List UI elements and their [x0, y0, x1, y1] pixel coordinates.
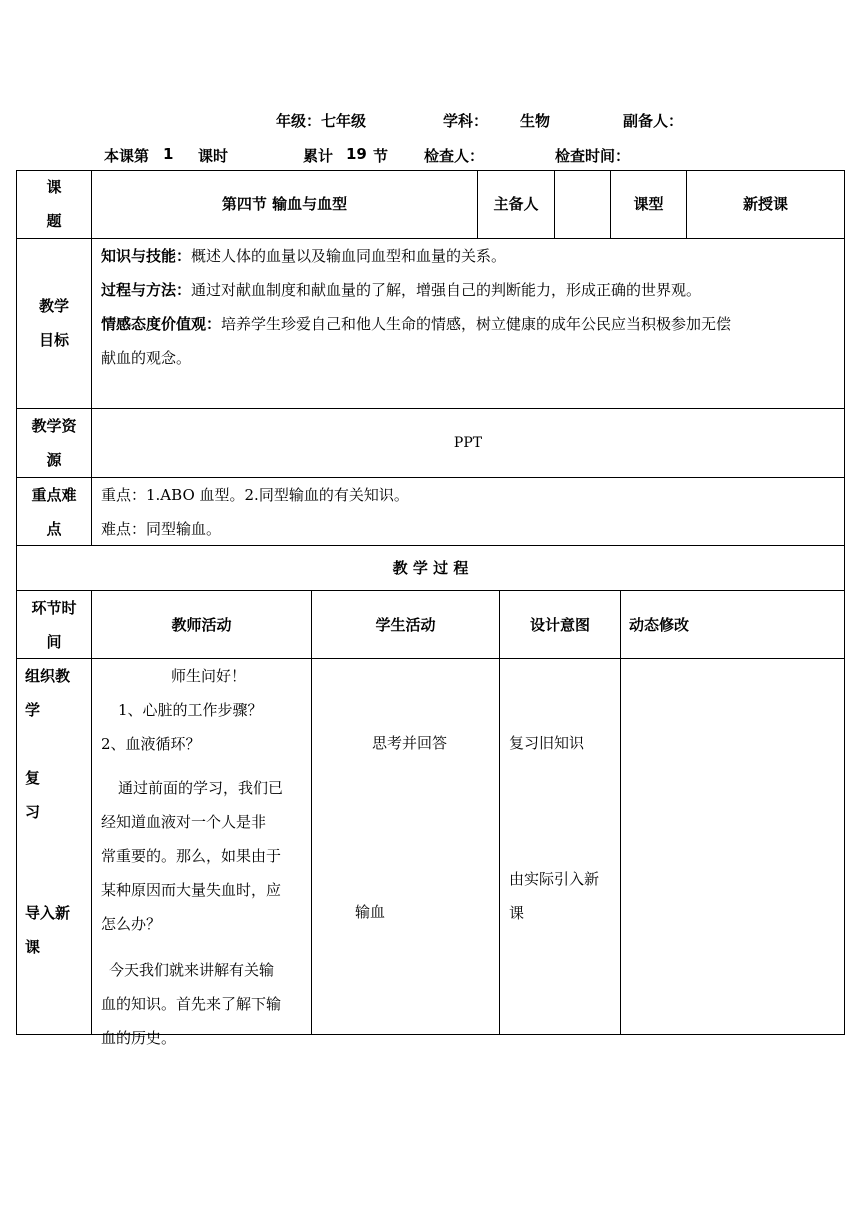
subject-value: 生物	[520, 112, 551, 130]
period-label: 课时	[198, 147, 229, 165]
check-time-label: 检查时间：	[555, 147, 631, 165]
cumulative-label: 累计	[303, 147, 334, 165]
objective-emotion: 情感态度价值观：培养学生珍爱自己和他人生命的情感，树立健康的成年公民应当积极参加无偿	[101, 315, 732, 333]
vice-preparer-label: 副备人：	[623, 112, 684, 130]
lesson-label: 本课第	[104, 147, 150, 165]
column-intent: 设计意图	[529, 616, 590, 634]
lesson-type-value: 新授课	[742, 195, 788, 213]
teacher-line: 师生问好！	[171, 667, 247, 685]
student-activity-2: 输血	[355, 903, 386, 921]
teacher-line: 2、血液循环？	[101, 735, 201, 753]
teacher-line: 经知道血液对一个人是非	[101, 813, 267, 831]
teacher-line: 血的历史。	[101, 1029, 177, 1047]
teacher-line: 通过前面的学习，我们已	[118, 779, 284, 797]
stage-organize: 组织教 学	[25, 667, 71, 719]
design-intent-2-cont: 课	[509, 904, 525, 922]
teacher-line: 血的知识。首先来了解下输	[101, 995, 282, 1013]
checker-label: 检查人：	[424, 147, 485, 165]
resources-label: 教学资 源	[31, 417, 77, 469]
difficult-point-text: 难点：同型输血。	[101, 520, 222, 538]
teacher-line: 某种原因而大量失血时，应	[101, 881, 282, 899]
teacher-line: 常重要的。那么，如果由于	[101, 847, 282, 865]
process-title: 教 学 过 程	[392, 559, 469, 577]
stage-review: 复 习	[25, 769, 41, 821]
objective-emotion-cont: 献血的观念。	[101, 349, 192, 367]
lesson-type-label: 课型	[633, 195, 664, 213]
stage-introduce: 导入新 课	[25, 904, 71, 956]
column-student: 学生活动	[375, 616, 436, 634]
teacher-line: 今天我们就来讲解有关输	[109, 961, 275, 979]
objective-process: 过程与方法：通过对献血制度和献血量的了解，增强自己的判断能力，形成正确的世界观。	[101, 281, 702, 299]
column-teacher: 教师活动	[171, 616, 232, 634]
design-intent-2: 由实际引入新	[509, 870, 600, 888]
objective-knowledge: 知识与技能：概述人体的血量以及输血同血型和血量的关系。	[101, 247, 507, 265]
column-revision: 动态修改	[629, 616, 690, 634]
topic-label: 课 题	[46, 178, 62, 230]
key-point-text: 重点：1.ABO 血型。2.同型输血的有关知识。	[101, 486, 409, 504]
cumulative-number: 19	[346, 145, 367, 163]
student-activity-1: 思考并回答	[372, 734, 448, 752]
lesson-title: 第四节 输血与血型	[221, 195, 348, 213]
lesson-number: 1	[163, 145, 174, 163]
preparer-label: 主备人	[493, 195, 539, 213]
teacher-activity-cell	[92, 659, 311, 1047]
teacher-line: 1、心脏的工作步骤？	[118, 701, 263, 719]
objectives-label: 教学 目标	[38, 297, 69, 349]
subject-label: 学科：	[443, 112, 489, 130]
column-stage: 环节时 间	[31, 599, 77, 651]
design-intent-1: 复习旧知识	[509, 734, 585, 752]
resources-value: PPT	[453, 435, 483, 451]
grade-label: 年级：七年级	[276, 112, 367, 130]
cumulative-unit: 节	[373, 147, 389, 165]
key-points-label: 重点难 点	[31, 486, 77, 538]
teacher-line: 怎么办？	[101, 915, 162, 933]
